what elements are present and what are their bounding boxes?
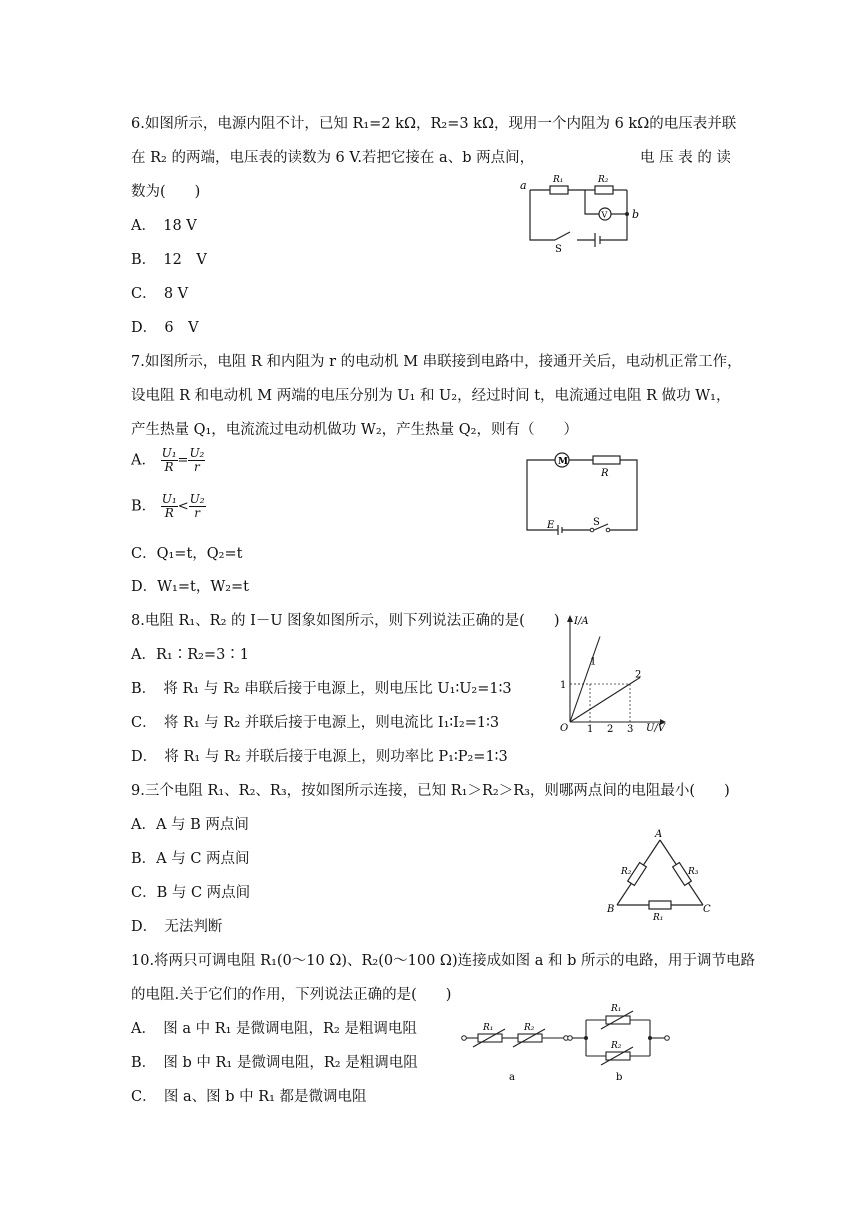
q6-stem-line2: 在 R₂ 的两端，电压表的读数为 6 V.若把它接在 a、b 两点间， bbox=[131, 150, 535, 166]
q6-stem-line3: 数为( ) bbox=[131, 184, 201, 200]
q9-option-a: A．A 与 B 两点间 bbox=[131, 817, 249, 833]
q7-stem-line3: 产生热量 Q₁，电流流过电动机做功 W₂，产生热量 Q₂，则有（ ） bbox=[131, 422, 578, 438]
q10-option-a: A． 图 a 中 R₁ 是微调电阻，R₂ 是粗调电阻 bbox=[131, 1021, 417, 1037]
q8-series-label-2: 2 bbox=[635, 669, 642, 681]
q8-stem-line1: 8.电阻 R₁、R₂ 的 I－U 图象如图所示，则下列说法正确的是( ) bbox=[131, 613, 560, 629]
q10-label-fig-b: b bbox=[616, 1072, 623, 1083]
q7-label-r: R bbox=[601, 468, 609, 479]
q10-b-label-r1: R₁ bbox=[611, 1004, 622, 1014]
q8-iu-chart bbox=[555, 610, 675, 735]
q6-label-r1: R₁ bbox=[553, 175, 564, 185]
q7-label-e: E bbox=[547, 520, 555, 531]
q7-motor-icon: M bbox=[558, 457, 568, 467]
q7-option-b-label: B． bbox=[131, 498, 157, 515]
q8-x-tick-3: 3 bbox=[627, 724, 634, 735]
q9-label-a: A bbox=[655, 829, 663, 840]
q8-option-b: B． 将 R₁ 与 R₂ 串联后接于电源上，则电压比 U₁∶U₂=1∶3 bbox=[131, 681, 512, 697]
q8-y-label: I/A bbox=[574, 616, 589, 627]
q6-circuit-figure bbox=[515, 170, 640, 255]
q8-option-c: C． 将 R₁ 与 R₂ 并联后接于电源上，则电流比 I₁∶I₂=1∶3 bbox=[131, 715, 500, 731]
q10-option-b: B． 图 b 中 R₁ 是微调电阻，R₂ 是粗调电阻 bbox=[131, 1055, 418, 1071]
q7-option-d: D．W₁=t，W₂=t bbox=[131, 579, 250, 595]
q7-circuit-figure bbox=[520, 448, 645, 540]
q6-label-s: S bbox=[555, 244, 562, 255]
q10-b-label-r2: R₂ bbox=[611, 1041, 622, 1051]
q10-circuit-figures bbox=[458, 998, 673, 1086]
q6-label-r2: R₂ bbox=[598, 175, 609, 185]
q7-label-s: S bbox=[593, 517, 600, 528]
q6-label-b: b bbox=[632, 208, 640, 221]
q9-option-c: C．B 与 C 两点间 bbox=[131, 885, 251, 901]
q8-origin-label: O bbox=[560, 723, 569, 734]
q7-option-c: C．Q₁=t，Q₂=t bbox=[131, 546, 243, 562]
q10-option-c: C． 图 a、图 b 中 R₁ 都是微调电阻 bbox=[131, 1089, 367, 1105]
q9-option-d: D． 无法判断 bbox=[131, 919, 223, 935]
q10-stem-line1: 10.将两只可调电阻 R₁(0～10 Ω)、R₂(0～100 Ω)连接成如图 a 和 b 所示的电路，用于调节电路 bbox=[131, 953, 755, 969]
q10-stem-line2: 的电阻.关于它们的作用，下列说法正确的是( ) bbox=[131, 987, 452, 1003]
q7-option-a: A． $\frac{\text{U₁}}{R}$ = $\frac{\text{U₂}}{r}$ bbox=[131, 446, 205, 474]
q8-option-a: A．R₁∶R₂=3∶1 bbox=[131, 647, 250, 663]
q6-voltmeter-icon: V bbox=[601, 210, 608, 220]
q7-option-a-frac-right: $\frac{\text{U₂}}{r}$ bbox=[189, 446, 205, 474]
q9-stem-line1: 9.三个电阻 R₁、R₂、R₃，按如图所示连接，已知 R₁＞R₂＞R₃，则哪两点间的电阻最小( ) bbox=[131, 783, 730, 799]
q8-option-d: D． 将 R₁ 与 R₂ 并联后接于电源上，则功率比 P₁∶P₂=1∶3 bbox=[131, 749, 508, 765]
q7-option-b-frac-left: $\frac{\text{U₁}}{R}$ bbox=[161, 492, 177, 520]
q9-option-b: B．A 与 C 两点间 bbox=[131, 851, 250, 867]
q10-a-label-r1: R₁ bbox=[483, 1023, 494, 1033]
q6-option-a: A． 18 V bbox=[131, 218, 197, 234]
q9-label-c: C bbox=[703, 904, 711, 915]
q8-x-label: U/V bbox=[646, 723, 666, 734]
q9-label-r1: R₁ bbox=[653, 913, 664, 923]
q6-option-b: B． 12 V bbox=[131, 252, 207, 268]
q7-option-b: B． $\frac{\text{U₁}}{R}$ < $\frac{\text{U₂}}{r}$ bbox=[131, 492, 205, 520]
q6-stem-line1: 6.如图所示，电源内阻不计，已知 R₁=2 kΩ，R₂=3 kΩ，现用一个内阻为 6 kΩ的电压表并联 bbox=[131, 116, 737, 132]
q7-stem-line2: 设电阻 R 和电动机 M 两端的电压分别为 U₁ 和 U₂，经过时间 t，电流通过电阻 R 做功 W₁， bbox=[131, 388, 731, 404]
q8-y-tick-1: 1 bbox=[560, 680, 567, 691]
q7-option-a-frac-left: $\frac{\text{U₁}}{R}$ bbox=[161, 446, 177, 474]
q6-option-d: D． 6 V bbox=[131, 320, 199, 336]
q8-series-line-1 bbox=[570, 637, 600, 723]
q8-x-tick-1: 1 bbox=[587, 724, 594, 735]
q7-option-b-frac-right: $\frac{\text{U₂}}{r}$ bbox=[189, 492, 205, 520]
q9-label-r3: R₃ bbox=[688, 867, 699, 877]
q10-label-fig-a: a bbox=[509, 1072, 515, 1083]
q9-label-b: B bbox=[607, 904, 615, 915]
q7-stem-line1: 7.如图所示，电阻 R 和内阻为 r 的电动机 M 串联接到电路中，接通开关后，电动机正常工作， bbox=[131, 354, 742, 370]
q9-triangle-circuit bbox=[605, 828, 715, 923]
q6-label-a: a bbox=[520, 179, 527, 192]
q8-x-tick-2: 2 bbox=[607, 724, 614, 735]
q8-series-line-2 bbox=[570, 678, 640, 722]
q10-a-label-r2: R₂ bbox=[524, 1023, 535, 1033]
q6-option-c: C． 8 V bbox=[131, 286, 189, 302]
q7-option-a-label: A． bbox=[131, 452, 156, 469]
q9-label-r2: R₂ bbox=[621, 867, 632, 877]
q8-series-label-1: 1 bbox=[590, 656, 597, 668]
q6-stem-line2-right: 电 压 表 的 读 bbox=[640, 150, 731, 166]
